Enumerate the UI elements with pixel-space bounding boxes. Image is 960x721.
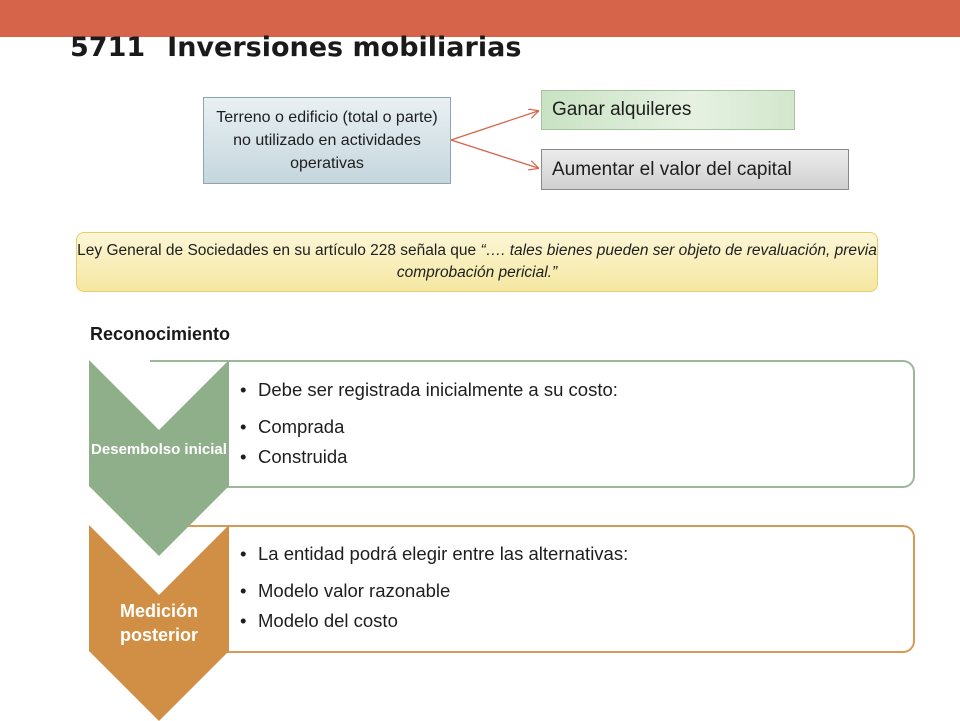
list-item: • Modelo valor razonable: [240, 576, 628, 606]
title-text: Inversiones mobiliarias: [167, 32, 522, 63]
ley-prefix: Ley General de Sociedades en su artículo 228 señala que: [77, 242, 481, 259]
reconocimiento-heading: Reconocimiento: [90, 324, 231, 344]
list-item: • Construida: [240, 442, 618, 472]
list-item: • Debe ser registrada inicialmente a su costo:: [240, 375, 618, 405]
aumentar-capital-box: Aumentar el valor del capital: [541, 149, 849, 190]
medicion-bullets: [240, 539, 628, 636]
ley-note: [76, 232, 878, 292]
list-item: • Comprada: [240, 412, 618, 442]
arrow-to-ganar: [451, 111, 538, 140]
arrow-to-aumentar: [451, 140, 538, 168]
title-code: 5711: [70, 32, 146, 63]
ley-quote: “…. tales bienes pueden ser objeto de revaluación, previa comprobación pericial.”: [396, 242, 877, 281]
list-item: • Modelo del costo: [240, 606, 628, 636]
medicion-label: Medición posterior: [119, 601, 198, 645]
desembolso-bullets: [240, 375, 618, 472]
terreno-box: Terreno o edificio (total o parte) no utilizado en actividades operativas: [203, 97, 451, 184]
desembolso-label: Desembolso inicial: [91, 441, 227, 458]
list-item: • La entidad podrá elegir entre las alternativas:: [240, 539, 628, 569]
ganar-alquileres-box: Ganar alquileres: [541, 90, 795, 130]
